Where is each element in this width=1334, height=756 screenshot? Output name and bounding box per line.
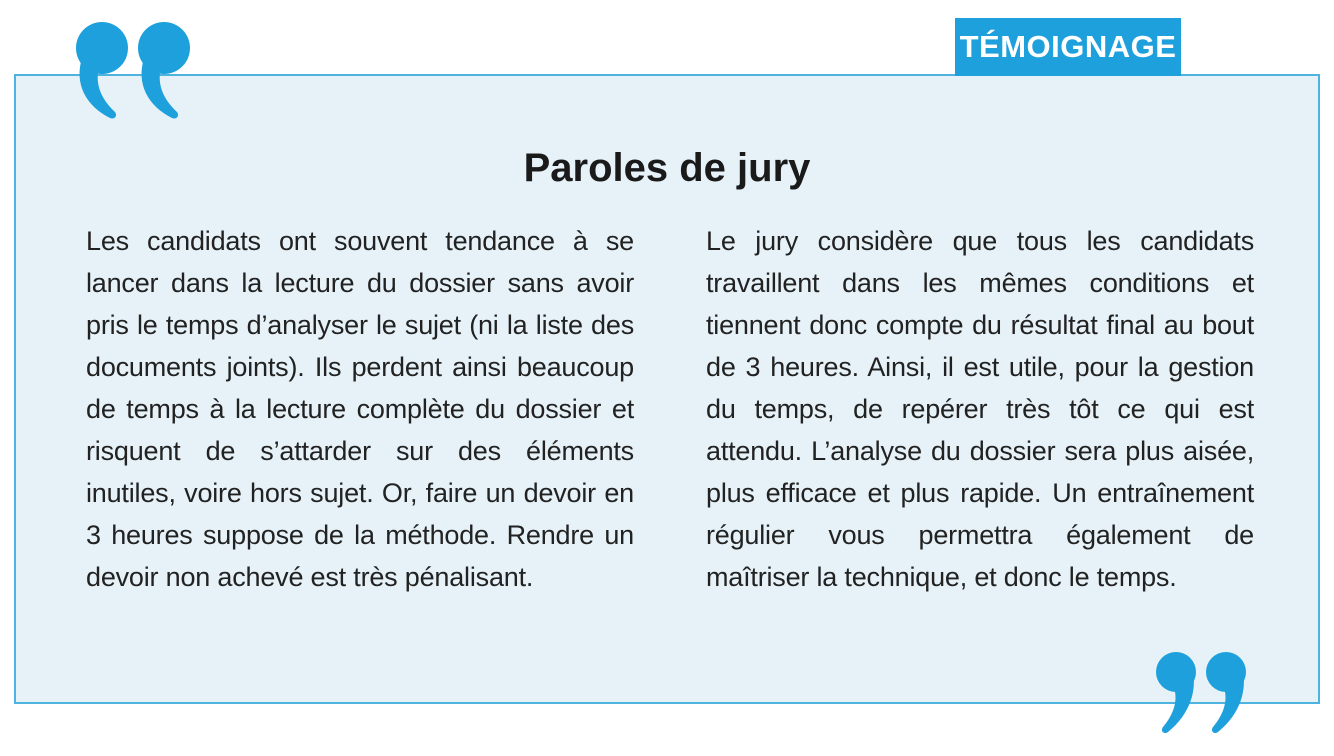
right-column-text: Le jury considère que tous les candidats travaillent dans les mêmes conditions et tiennent donc compte du résultat final au bout de 3 heures. Ainsi, il est utile, pour la gestion du temps, de repérer très tôt ce qui est attendu. L’analyse du dossier sera plus aisée, plus efficace et plus rapide. Un entraînement régulier vous permettra également de maîtriser la technique, et donc le temps.	[706, 226, 1254, 592]
close-quote-icon	[1148, 648, 1258, 738]
testimonial-badge: TÉMOIGNAGE	[955, 18, 1181, 76]
page-title: Paroles de jury	[523, 146, 811, 190]
left-column-text: Les candidats ont souvent tendance à se lancer dans la lecture du dossier sans avoir pris le temps d’analyser le sujet (ni la liste des documents joints). Ils perdent ainsi beaucoup de temps à la lecture complète du dossier et risquent de s’attarder sur des éléments inutiles, voire hors sujet. Or, faire un devoir en 3 heures suppose de la méthode. Rendre un devoir non achevé est très pénalisant.	[86, 226, 634, 592]
open-quote-icon	[60, 14, 200, 124]
